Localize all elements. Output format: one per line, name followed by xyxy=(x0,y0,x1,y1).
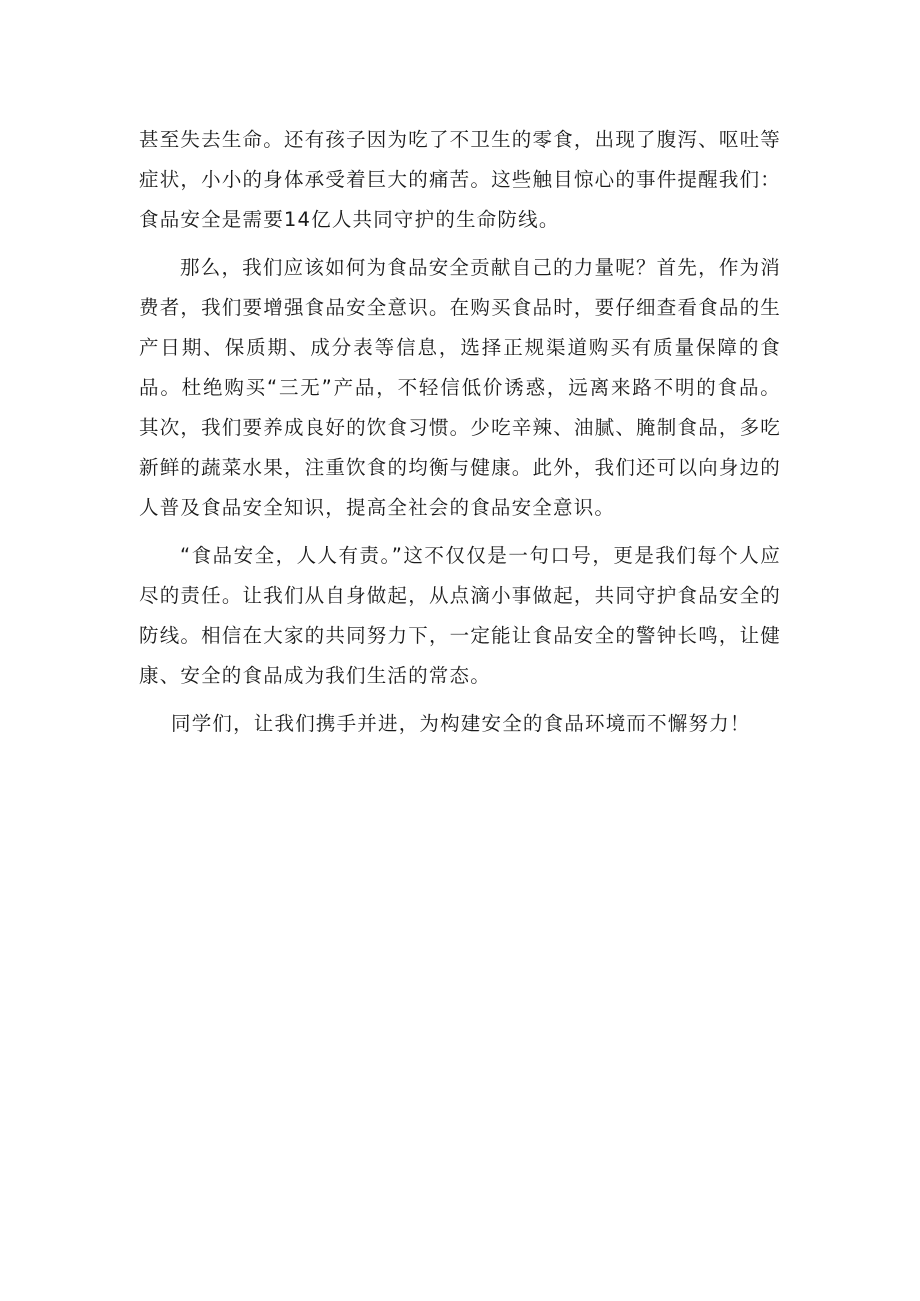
paragraph-closing: 同学们，让我们携手并进，为构建安全的食品环境而不懈努力！ xyxy=(171,712,751,735)
paragraph-continuation: 甚至失去生命。还有孩子因为吃了不卫生的零食，出现了腹泻、呕吐等症状，小小的身体承受着巨大的痛苦。这些触目惊心的事件提醒我们：食品安全是需要14亿人共同守护的生命防线。 xyxy=(139,128,781,231)
paragraph-consumer-actions: 那么，我们应该如何为食品安全贡献自己的力量呢？首先，作为消费者，我们要增强食品安全意识。在购买食品时，要仔细查看食品的生产日期、保质期、成分表等信息，选择正规渠道购买有质量保障的食品。杜绝购买“三无”产品，不轻信低价诱惑，远离来路不明的食品。其次，我们要养成良好的饮食习惯。少吃辛辣、油腻、腌制食品，多吃新鲜的蔬菜水果，注重饮食的均衡与健康。此外，我们还可以向身边的人普及食品安全知识，提高全社会的食品安全意识。 xyxy=(139,256,781,519)
paragraph-responsibility: “食品安全，人人有责。”这不仅仅是一句口号，更是我们每个人应尽的责任。让我们从自身做起，从点滴小事做起，共同守护食品安全的防线。相信在大家的共同努力下，一定能让食品安全的警钟长鸣，让健康、安全的食品成为我们生活的常态。 xyxy=(139,544,781,687)
document-body xyxy=(139,120,781,752)
